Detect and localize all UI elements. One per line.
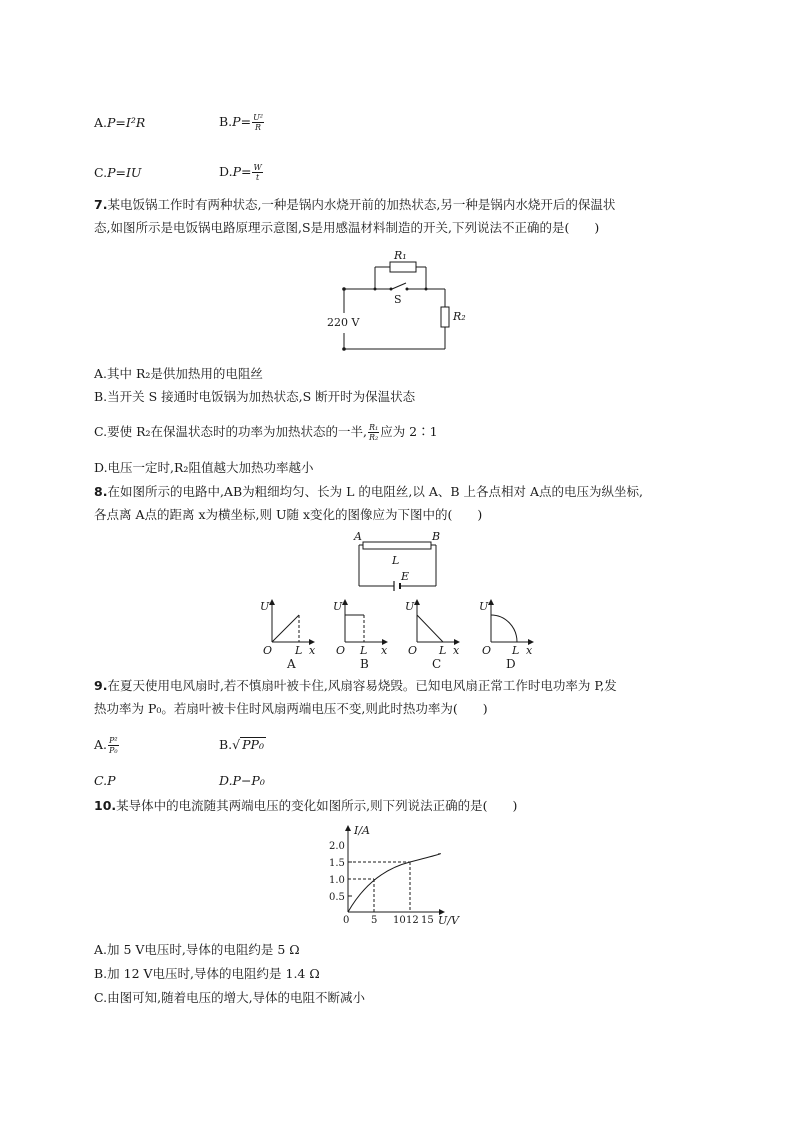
q8-graph-options: [256, 596, 536, 676]
q7-c-fraction: $\frac{\text{R₁}}{\text{R₂}}$: [368, 423, 379, 442]
q7-option-c: C.要使 R₂在保温状态时的功率为加热状态的一半, $\frac{\text{R₁}}{\text{R₂}}$ 应为 2∶1: [94, 423, 438, 442]
graph-c-label: C: [432, 657, 442, 671]
svg-text:U: U: [333, 600, 343, 613]
point-a-label: A: [354, 530, 362, 543]
q7-option-d: D.电压一定时,R₂阻值越大加热功率越小: [94, 460, 314, 475]
emf-label: E: [401, 570, 410, 583]
q9-option-a: A. $\frac{\text{P²}}{\text{P₀}}$: [94, 736, 118, 755]
switch-s: [392, 283, 406, 289]
q8-circuit-diagram: [350, 528, 445, 594]
svg-text:O: O: [336, 644, 346, 657]
svg-text:O: O: [408, 644, 418, 657]
q6-option-a: A.P=I²R: [94, 115, 146, 130]
q9-option-d: D.P−P₀: [219, 773, 265, 788]
q8-graph-a: [272, 600, 314, 642]
svg-text:x: x: [453, 644, 460, 657]
svg-text:L: L: [360, 644, 368, 657]
q9-stem-line2: 热功率为 P₀。若扇叶被卡住时风扇两端电压不变,则此时热功率为( ): [94, 701, 488, 716]
svg-text:L: L: [512, 644, 520, 657]
q10-option-c: C.由图可知,随着电压的增大,导体的电阻不断减小: [94, 990, 366, 1005]
q6-option-d: D.P= $\frac{W}{t}$: [219, 163, 262, 182]
q8-number: 8.: [94, 484, 108, 499]
q10-stem: 10.某导体中的电流随其两端电压的变化如图所示,则下列说法正确的是( ): [94, 798, 518, 813]
q6-option-b: B.P= $\frac{\text{U²}}{R}$: [219, 113, 264, 132]
q9-number: 9.: [94, 678, 108, 693]
q6-d-fraction: $\frac{W}{t}$: [253, 163, 262, 182]
q9-option-c: C.P: [94, 773, 116, 788]
svg-text:L: L: [439, 644, 447, 657]
svg-text:1.5: 1.5: [329, 858, 345, 869]
length-label: L: [392, 554, 400, 567]
svg-text:1.0: 1.0: [329, 875, 345, 886]
graph-d-label: D: [506, 657, 516, 671]
q10-number: 10.: [94, 798, 117, 813]
svg-text:15: 15: [421, 915, 434, 926]
r1-label: R₁: [394, 249, 407, 262]
svg-text:O: O: [263, 644, 273, 657]
svg-text:5: 5: [371, 915, 378, 926]
q7-option-b: B.当开关 S 接通时电饭锅为加热状态,S 断开时为保温状态: [94, 389, 416, 404]
q6-option-c: C.P=IU: [94, 165, 142, 180]
svg-text:0.5: 0.5: [329, 892, 345, 903]
q9-stem-line1: 9.在夏天使用电风扇时,若不慎扇叶被卡住,风扇容易烧毁。已知电风扇正常工作时电功率为 P,发: [94, 678, 617, 693]
q10-option-a: A.加 5 V电压时,导体的电阻约是 5 Ω: [94, 942, 300, 957]
q9-a-fraction: $\frac{\text{P²}}{\text{P₀}}$: [109, 736, 118, 755]
svg-text:U: U: [479, 600, 489, 613]
graph-a-label: A: [287, 657, 296, 671]
q8-graph-b: [345, 600, 387, 642]
svg-text:0: 0: [343, 915, 350, 926]
q8-stem-line2: 各点离 A点的距离 x为横坐标,则 U随 x变化的图像应为下图中的( ): [94, 507, 483, 522]
svg-text:x: x: [526, 644, 533, 657]
q7-stem-line2: 态,如图所示是电饭锅电路原理示意图,S是用感温材料制造的开关,下列说法不正确的是( ): [94, 220, 600, 235]
svg-text:2.0: 2.0: [329, 841, 345, 852]
q9-option-b: B.√ PP₀: [219, 737, 264, 752]
svg-text:12: 12: [406, 915, 419, 926]
q7-option-a: A.其中 R₂是供加热用的电阻丝: [94, 366, 263, 381]
q7-stem-line1: 7.某电饭锅工作时有两种状态,一种是锅内水烧开前的加热状态,另一种是锅内水烧开后的保温状: [94, 197, 616, 212]
graph-b-label: B: [360, 657, 369, 671]
voltage-label: 220 V: [327, 316, 360, 329]
q6-b-fraction: $\frac{\text{U²}}{R}$: [253, 113, 264, 132]
q8-graph-c: [417, 600, 459, 642]
svg-text:x: x: [381, 644, 388, 657]
svg-text:U: U: [260, 600, 270, 613]
point-b-label: B: [432, 530, 441, 543]
sqrt-sign: √: [232, 737, 241, 752]
q10-iu-graph: [326, 820, 476, 930]
q8-graph-d: [491, 600, 533, 642]
x-axis-label: U/V: [438, 914, 459, 927]
r2-resistor: [441, 307, 449, 327]
switch-label: S: [394, 293, 402, 306]
q8-stem-line1: 8.在如图所示的电路中,AB为粗细均匀、长为 L 的电阻丝,以 A、B 上各点相对 A点的电压为纵坐标,: [94, 484, 643, 499]
q7-number: 7.: [94, 197, 108, 212]
y-axis-label: I/A: [354, 824, 370, 837]
q7-circuit-diagram: [320, 245, 470, 357]
svg-text:L: L: [295, 644, 303, 657]
q10-option-b: B.加 12 V电压时,导体的电阻约是 1.4 Ω: [94, 966, 320, 981]
svg-text:10: 10: [393, 915, 406, 926]
svg-text:x: x: [309, 644, 316, 657]
r2-label: R₂: [453, 310, 466, 323]
svg-text:O: O: [482, 644, 492, 657]
svg-text:U: U: [405, 600, 415, 613]
r1-resistor: [390, 262, 416, 272]
